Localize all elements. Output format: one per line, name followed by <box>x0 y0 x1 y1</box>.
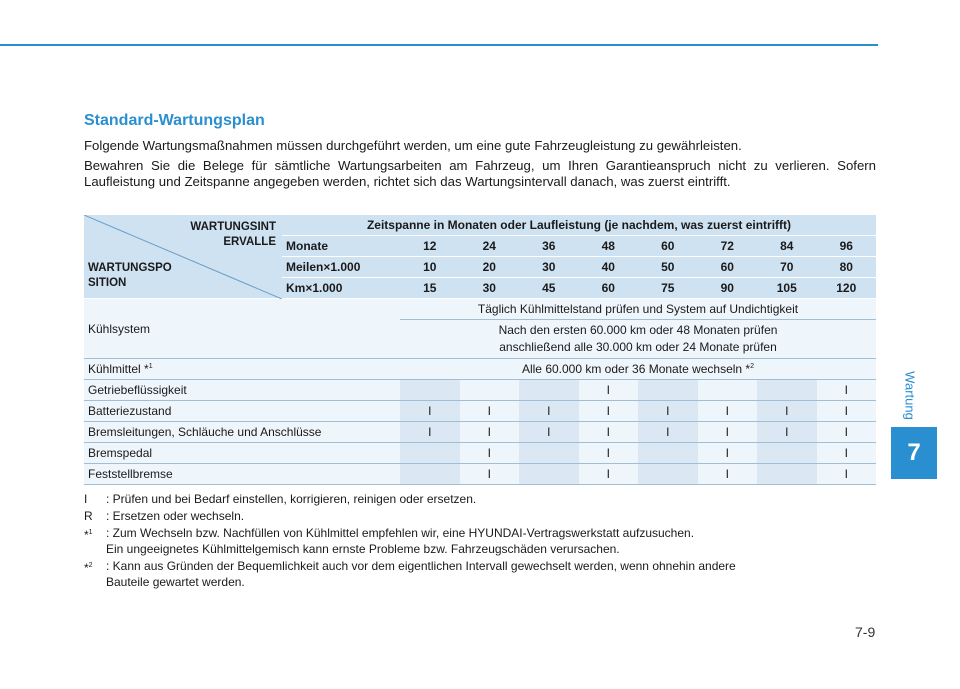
months-value: 36 <box>519 236 579 257</box>
cooling-row <box>84 299 876 320</box>
legend-note: R : Ersetzen oder wechseln. <box>84 509 245 523</box>
interval-header: Zeitspanne in Monaten oder Laufleistung (je nachdem, was zuerst eintrifft) <box>282 215 876 236</box>
miles-value: 10 <box>400 257 460 278</box>
schedule-cell: I <box>460 401 520 422</box>
header-rule <box>0 44 878 46</box>
item-name: Bremspedal <box>84 443 400 464</box>
schedule-cell: I <box>757 401 817 422</box>
schedule-cell <box>638 464 698 485</box>
warranty-paragraph: Bewahren Sie die Belege für sämtliche Wartungsarbeiten am Fahrzeug, um Ihren Garantieanspruch nicht zu verlieren. Sofern Laufleistung und Zeitspanne angegeben werden, richtet sich das Wartungsintervall danach, was zuerst eintrifft. <box>84 158 876 189</box>
miles-value: 70 <box>757 257 817 278</box>
interval-corner-label: WARTUNGSINT ERVALLE <box>190 221 276 248</box>
schedule-cell: I <box>817 443 877 464</box>
schedule-cell <box>638 380 698 401</box>
maintenance-table <box>84 215 876 485</box>
schedule-cell: I <box>579 401 639 422</box>
schedule-cell: I <box>698 401 758 422</box>
schedule-cell: I <box>579 443 639 464</box>
km-value: 120 <box>817 278 877 299</box>
page-number: 7-9 <box>855 624 876 640</box>
months-value: 96 <box>817 236 877 257</box>
schedule-cell: I <box>519 401 579 422</box>
footnote-1: *$^1$ : Zum Wechseln bzw. Nachfüllen von Kühlmittel empfehlen wir, eine HYUNDAI-Vertragswerkstatt aufzusuchen. Ein ungeeignetes Kühlmittelgemisch kann ernste Probleme bzw. Fahrzeugschäden verursachen. <box>84 526 695 556</box>
schedule-cell <box>460 380 520 401</box>
schedule-cell <box>519 443 579 464</box>
table-row <box>84 401 876 422</box>
schedule-cell: I <box>400 401 460 422</box>
intro-paragraph: Folgende Wartungsmaßnahmen müssen durchgeführt werden, um eine gute Fahrzeugleistung zu gewährleisten. <box>84 138 742 153</box>
chapter-number: 7 <box>891 427 937 479</box>
item-name: Getriebeflüssigkeit <box>84 380 400 401</box>
schedule-cell: I <box>460 422 520 443</box>
schedule-cell: I <box>817 380 877 401</box>
cooling-system-label: Kühlsystem <box>84 299 400 359</box>
months-value: 24 <box>460 236 520 257</box>
item-name: Feststellbremse <box>84 464 400 485</box>
coolant-change-text: Alle 60.000 km oder 36 Monate wechseln *$^2$ <box>400 359 876 380</box>
legend-notes <box>84 491 876 591</box>
schedule-cell: I <box>579 380 639 401</box>
item-name: Batteriezustand <box>84 401 400 422</box>
schedule-cell: I <box>698 443 758 464</box>
schedule-cell: I <box>460 464 520 485</box>
schedule-cell: I <box>817 464 877 485</box>
km-value: 90 <box>698 278 758 299</box>
chapter-tab-label: Wartung <box>902 371 918 420</box>
schedule-cell <box>519 380 579 401</box>
position-corner-label: WARTUNGSPO SITION <box>88 262 172 289</box>
schedule-cell: I <box>817 401 877 422</box>
months-value: 48 <box>579 236 639 257</box>
km-value: 45 <box>519 278 579 299</box>
months-value: 72 <box>698 236 758 257</box>
km-value: 30 <box>460 278 520 299</box>
schedule-cell: I <box>400 422 460 443</box>
km-value: 15 <box>400 278 460 299</box>
table-row <box>84 422 876 443</box>
schedule-cell: I <box>817 422 877 443</box>
schedule-cell: I <box>757 422 817 443</box>
schedule-cell: I <box>698 422 758 443</box>
schedule-cell <box>698 380 758 401</box>
km-value: 75 <box>638 278 698 299</box>
table-row <box>84 380 876 401</box>
km-value: 105 <box>757 278 817 299</box>
section-title: Standard-Wartungsplan <box>84 112 265 129</box>
table-corner-cell <box>84 215 282 299</box>
months-value: 12 <box>400 236 460 257</box>
schedule-cell <box>400 464 460 485</box>
schedule-cell: I <box>519 422 579 443</box>
miles-label: Meilen×1.000 <box>282 257 400 278</box>
item-name: Bremsleitungen, Schläuche und Anschlüsse <box>84 422 400 443</box>
miles-value: 50 <box>638 257 698 278</box>
months-value: 60 <box>638 236 698 257</box>
miles-value: 40 <box>579 257 639 278</box>
km-label: Km×1.000 <box>282 278 400 299</box>
footnote-2: *$^2$ : Kann aus Gründen der Bequemlichkeit auch vor dem eigentlichen Intervall gewechselt werden, wenn ohnehin andere Bauteile gewartet werden. <box>84 559 736 589</box>
coolant-label: Kühlmittel *$^1$ <box>84 359 400 380</box>
schedule-cell: I <box>638 422 698 443</box>
schedule-cell <box>400 443 460 464</box>
cooling-first-text: Nach den ersten 60.000 km oder 48 Monaten prüfen anschließend alle 30.000 km oder 24 Monate prüfen <box>400 320 876 359</box>
schedule-cell <box>638 443 698 464</box>
months-value: 84 <box>757 236 817 257</box>
miles-value: 30 <box>519 257 579 278</box>
schedule-cell <box>757 380 817 401</box>
legend-note: I : Prüfen und bei Bedarf einstellen, korrigieren, reinigen oder ersetzen. <box>84 492 477 506</box>
schedule-cell <box>757 464 817 485</box>
miles-value: 60 <box>698 257 758 278</box>
schedule-cell: I <box>579 464 639 485</box>
coolant-row <box>84 359 876 380</box>
table-row <box>84 464 876 485</box>
km-value: 60 <box>579 278 639 299</box>
schedule-cell: I <box>460 443 520 464</box>
miles-value: 80 <box>817 257 877 278</box>
cooling-daily-text: Täglich Kühlmittelstand prüfen und System auf Undichtigkeit <box>400 299 876 320</box>
schedule-cell <box>757 443 817 464</box>
schedule-cell <box>400 380 460 401</box>
table-row <box>84 443 876 464</box>
miles-value: 20 <box>460 257 520 278</box>
schedule-cell: I <box>698 464 758 485</box>
months-label: Monate <box>282 236 400 257</box>
schedule-cell <box>519 464 579 485</box>
schedule-cell: I <box>579 422 639 443</box>
schedule-cell: I <box>638 401 698 422</box>
